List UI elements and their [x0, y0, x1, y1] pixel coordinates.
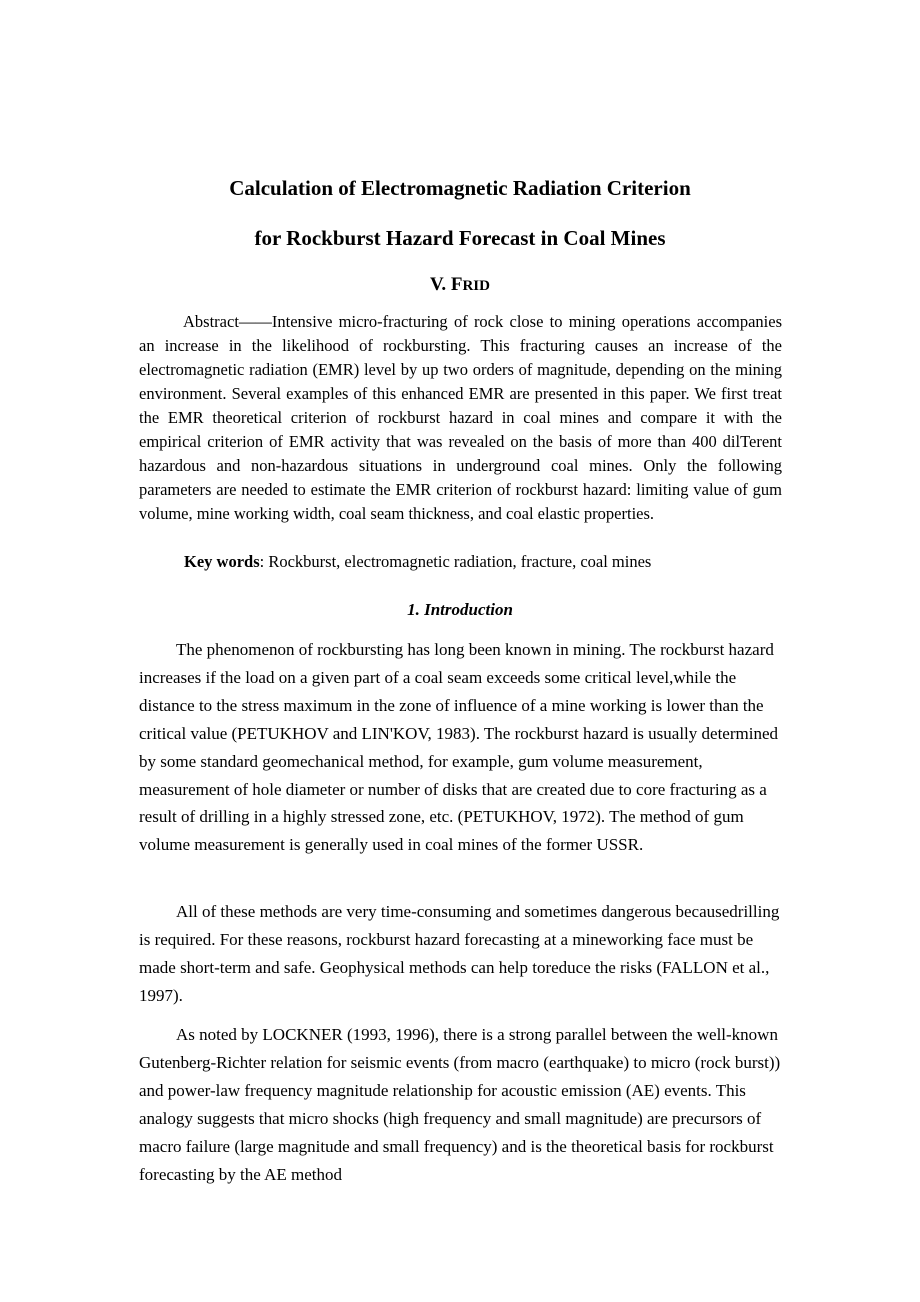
- section-heading-introduction: 1. Introduction: [407, 600, 513, 619]
- author-initial: V. F: [430, 274, 463, 295]
- body-paragraph: As noted by LOCKNER (1993, 1996), there is a strong parallel between the well-known Gutenberg-Richter relation for seismic events (from macro (earthquake) to micro (rock burst)) and power-law frequency magnitude relationship for acoustic emission (AE) events. This analogy suggests that micro shocks (high frequency and small magnitude) are precursors of macro failure (large magnitude and small frequency) and is the theoretical basis for rockburst forecasting by the AE method: [139, 1025, 781, 1184]
- abstract-dash: ——: [238, 312, 272, 331]
- abstract-text: Intensive micro-fracturing of rock close to mining operations accompanies an increase in the likelihood of rockbursting. This fracturing causes an increase of the electromagnetic radiation (EMR) level by up two orders of magnitude, depending on the mining environment. Several examples of this enhanced EMR are presented in this paper. We first treat the EMR theoretical criterion of rockburst hazard in coal mines and compare it with the empirical criterion of EMR activity that was revealed on the basis of more than 400 dilTerent hazardous and non-hazardous situations in underground coal mines. Only the following parameters are needed to estimate the EMR criterion of rockburst hazard: limiting value of gum volume, mine working width, coal seam thickness, and coal elastic properties.: [139, 312, 782, 523]
- abstract: [139, 310, 782, 526]
- paper-title-line-2: for Rockburst Hazard Forecast in Coal Mines: [254, 226, 666, 250]
- abstract-label: Abstract: [183, 312, 239, 331]
- keywords-text: : Rockburst, electromagnetic radiation, fracture, coal mines: [259, 552, 652, 571]
- paper-title-line-1: Calculation of Electromagnetic Radiation Criterion: [229, 176, 691, 200]
- keywords-label: Key words: [184, 552, 260, 571]
- author-surname-smallcaps: RID: [462, 278, 490, 294]
- body-paragraph: The phenomenon of rockbursting has long been known in mining. The rockburst hazard increases if the load on a given part of a coal seam exceeds some critical level,while the distance to the stress maximum in the zone of influence of a mine working is lower than the critical value (PETUKHOV and LIN'KOV, 1983). The rockburst hazard is usually determined by some standard geomechanical method, for example, gum volume measurement, measurement of hole diameter or number of disks that are created due to core fracturing as a result of drilling in a highly stressed zone, etc. (PETUKHOV, 1972). The method of gum volume measurement is generally used in coal mines of the former USSR.: [139, 640, 778, 855]
- keywords: [184, 550, 784, 574]
- body-paragraph: All of these methods are very time-consuming and sometimes dangerous becausedrilling is required. For these reasons, rockburst hazard forecasting at a mineworking face must be made short-term and safe. Geophysical methods can help toreduce the risks (FALLON et al., 1997).: [139, 902, 780, 1005]
- author-name: [0, 272, 920, 299]
